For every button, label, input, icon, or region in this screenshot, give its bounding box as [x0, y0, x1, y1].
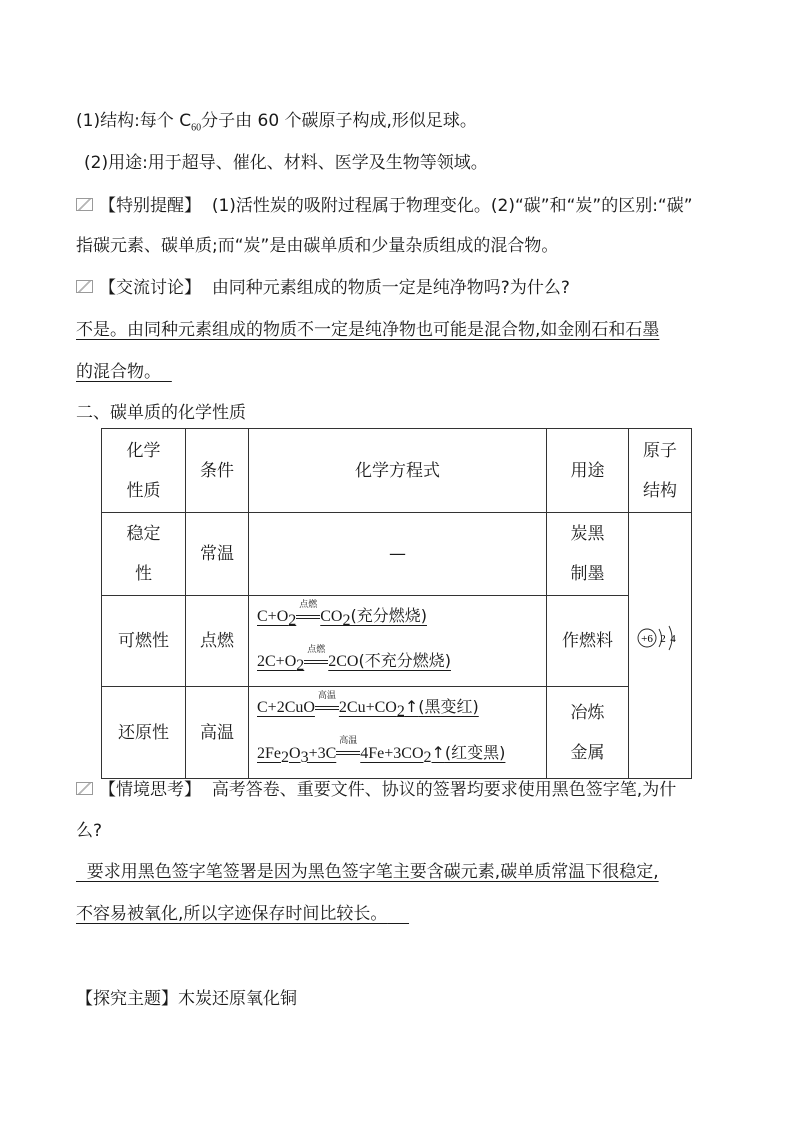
note-icon	[76, 198, 93, 211]
c60-use-line: (2)用途:用于超导、催化、材料、医学及生物等领域。	[84, 153, 488, 173]
section-title: 二、碳单质的化学性质	[76, 403, 246, 423]
cell-prop-stable: 稳定 性	[102, 513, 186, 596]
scenario-answer-2-text: 不容易被氧化,所以字迹保存时间比较长。	[76, 904, 388, 924]
scenario-answer-2	[76, 899, 409, 924]
header-use: 用途	[547, 429, 629, 513]
scenario-question-2: 么?	[76, 821, 103, 841]
table-row-reducing	[102, 687, 692, 778]
cell-use-stable: 炭黑 制墨	[547, 513, 629, 596]
cell-use-burn: 作燃料	[547, 596, 629, 687]
header-property: 化学 性质	[102, 429, 186, 513]
table-row-combustible	[102, 596, 692, 687]
special-tip	[76, 191, 693, 216]
cell-eq-reduce	[249, 687, 547, 778]
cell-atom-structure	[629, 513, 692, 779]
cell-cond-burn: 点燃	[186, 596, 249, 687]
scenario-question-1: 高考答卷、重要文件、协议的签署均要求使用黑色签字笔,为什	[211, 780, 677, 800]
structure-text-a: (1)结构:每个 C	[76, 111, 192, 131]
tip-label: 【特别提醒】	[99, 196, 201, 216]
note-icon	[76, 280, 93, 293]
equation-complete-combustion: $C+O_2$ 点燃 $CO_2$(充分燃烧)	[257, 599, 427, 630]
carbon-atom-diagram	[635, 613, 685, 663]
c60-structure-line	[76, 106, 477, 133]
equation-incomplete-combustion: $2C+O_2$ 点燃 2CO(不充分燃烧)	[257, 644, 451, 675]
header-atom: 原子 结构	[629, 429, 692, 513]
discuss-answer-1: 不是。由同种元素组成的物质不一定是纯净物也可能是混合物,如金刚石和石墨	[76, 320, 660, 340]
chemical-properties-table	[101, 428, 692, 779]
cell-cond-stable: 常温	[186, 513, 249, 596]
tip-text-1: (1)活性炭的吸附过程属于物理变化。(2)“碳”和“炭”的区别:“碳”	[211, 196, 693, 216]
tip-text-2: 指碳元素、碳单质;而“炭”是由碳单质和少量杂质组成的混合物。	[76, 236, 559, 256]
cell-prop-reduce: 还原性	[102, 687, 186, 778]
scenario-thinking	[76, 775, 676, 800]
discuss-question: 由同种元素组成的物质一定是纯净物吗?为什么?	[211, 278, 570, 298]
scenario-label: 【情境思考】	[99, 780, 201, 800]
cell-cond-reduce: 高温	[186, 687, 249, 778]
equation-fe2o3-reduction: $2Fe_2O_3+3C$ 高温 $4Fe+3CO_2↑$(红变黑)	[257, 736, 506, 766]
cell-prop-burn: 可燃性	[102, 596, 186, 687]
cell-eq-stable: —	[249, 513, 547, 596]
discussion	[76, 273, 570, 298]
cell-use-reduce: 冶炼 金属	[547, 687, 629, 778]
structure-text-b: 分子由 60 个碳原子构成,形似足球。	[201, 111, 477, 131]
svg-text:4: 4	[670, 632, 676, 645]
explore-topic: 【探究主题】木炭还原氧化铜	[76, 989, 297, 1009]
header-equation: 化学方程式	[249, 429, 547, 513]
svg-text:2: 2	[660, 632, 666, 645]
discuss-answer-2-text: 的混合物。	[76, 362, 161, 382]
table-header-row	[102, 429, 692, 513]
note-icon	[76, 782, 93, 795]
header-condition: 条件	[186, 429, 249, 513]
table-row-stable	[102, 513, 692, 596]
structure-subscript: 60	[191, 122, 202, 134]
scenario-answer-1: 要求用黑色签字笔签署是因为黑色签字笔主要含碳元素,碳单质常温下很稳定,	[76, 862, 659, 882]
discuss-label: 【交流讨论】	[99, 278, 201, 298]
discuss-answer-2	[76, 357, 172, 382]
svg-text:+6: +6	[641, 632, 653, 645]
equation-cuo-reduction: C+2CuO 高温 $2Cu+CO_2↑$(黑变红)	[257, 690, 479, 721]
cell-eq-burn	[249, 596, 547, 687]
